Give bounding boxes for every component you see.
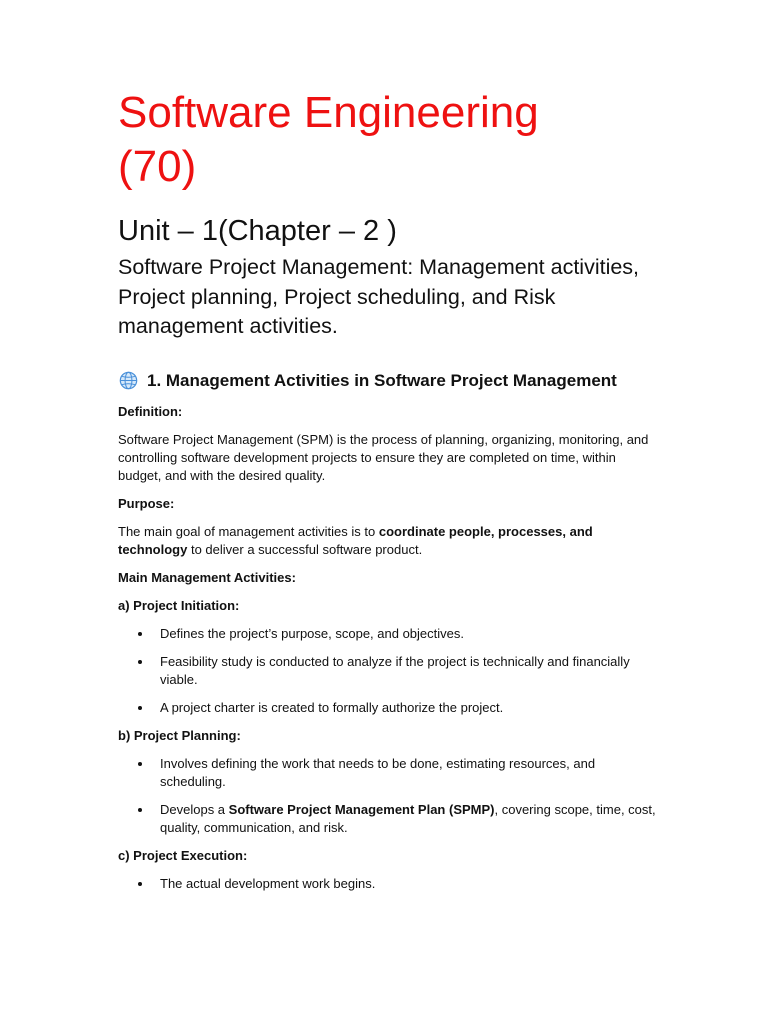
- execution-label: c) Project Execution:: [118, 847, 248, 863]
- section-heading-text: 1. Management Activities in Software Project Management: [147, 370, 617, 390]
- list-item: [118, 801, 658, 837]
- execution-list: [118, 875, 658, 893]
- definition-label: Definition:: [118, 403, 183, 419]
- planning-label: b) Project Planning:: [118, 727, 241, 743]
- unit-heading: Unit – 1(Chapter – 2 ): [118, 215, 397, 247]
- title-line-1: Software Engineering: [118, 88, 539, 137]
- list-item: The actual development work begins.: [118, 875, 658, 893]
- purpose-text-end: to deliver a successful software product.: [187, 541, 423, 557]
- purpose-label: Purpose:: [118, 495, 175, 511]
- initiation-list: [118, 625, 658, 717]
- chapter-subtitle: Software Project Management: Management activities, Project planning, Project scheduling, and Risk management activities.: [118, 255, 640, 338]
- planning-list: [118, 755, 658, 837]
- initiation-label: a) Project Initiation:: [118, 597, 240, 613]
- spmp-text-start: Develops a: [160, 801, 229, 817]
- spmp-text-bold: Software Project Management Plan (SPMP): [228, 801, 495, 817]
- list-item: Feasibility study is conducted to analyze if the project is technically and financially viable.: [118, 653, 658, 689]
- main-activities-label: Main Management Activities:: [118, 569, 296, 585]
- definition-text: Software Project Management (SPM) is the process of planning, organizing, monitoring, and controlling software development projects to ensure they are completed on time, within budget, and with the desired quality.: [118, 431, 649, 483]
- list-item: Involves defining the work that needs to be done, estimating resources, and scheduling.: [118, 755, 658, 791]
- section-heading: [118, 368, 658, 393]
- globe-icon: [119, 371, 138, 390]
- purpose-text: [118, 523, 658, 559]
- document-title: [118, 86, 658, 194]
- purpose-text-bold: coordinate people, processes, and technology: [118, 523, 593, 557]
- list-item: Defines the project’s purpose, scope, and objectives.: [118, 625, 658, 643]
- spmp-text-end: , covering scope, time, cost, quality, communication, and risk.: [160, 801, 656, 835]
- list-item: A project charter is created to formally authorize the project.: [118, 699, 658, 717]
- purpose-text-start: The main goal of management activities is to: [118, 523, 379, 539]
- title-line-2: (70): [118, 142, 197, 191]
